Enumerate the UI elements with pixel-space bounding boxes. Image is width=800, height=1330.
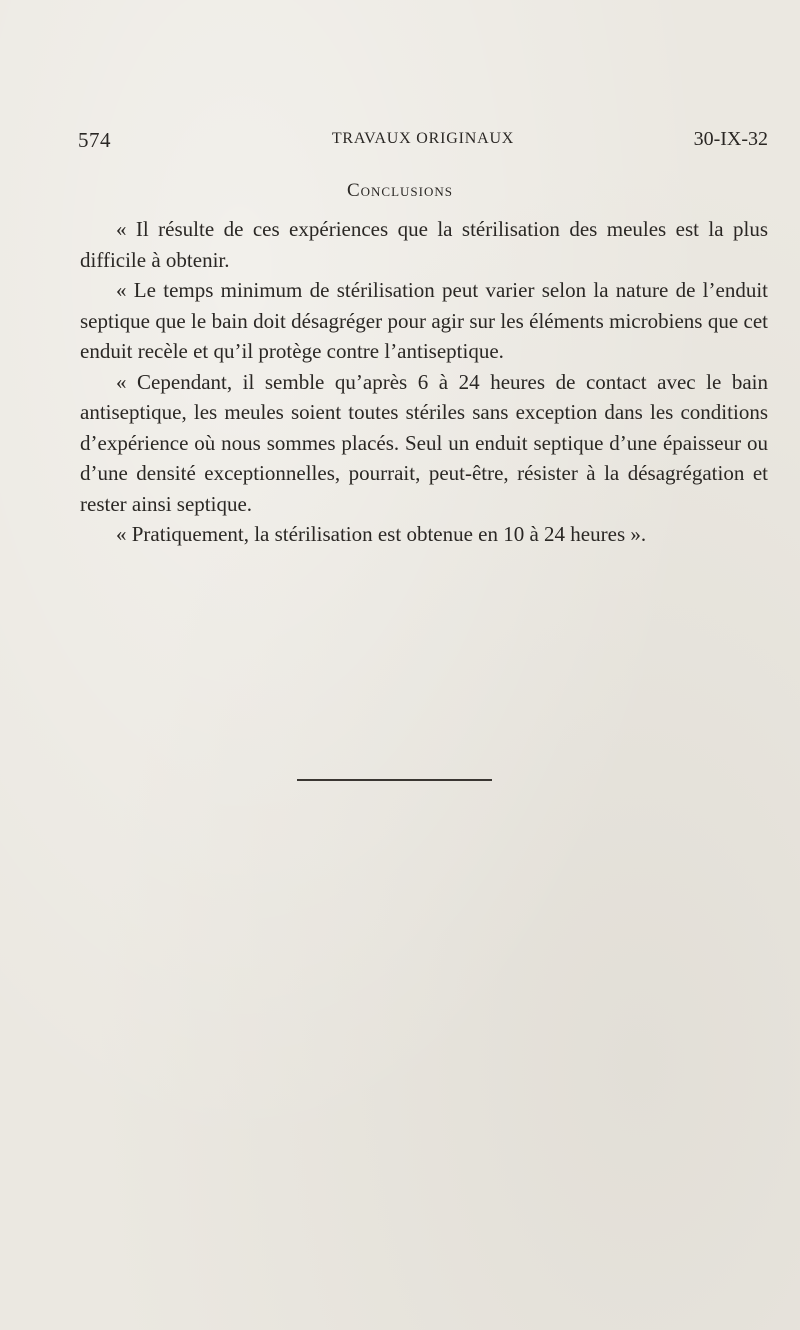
- paragraph: « Il résulte de ces expériences que la stérilisation des meules est la plus difficile à obtenir.: [80, 217, 768, 272]
- section-heading: Conclusions: [346, 180, 453, 201]
- running-date: 30-IX-32: [693, 128, 768, 150]
- paragraph: « Le temps minimum de stérilisation peut varier selon la nature de l’enduit septique que le bain doit désagréger pour agir sur les éléments microbiens que cet enduit recèle et qu’il protège contre l’antiseptique.: [80, 278, 768, 363]
- paragraph: « Cependant, il semble qu’après 6 à 24 heures de contact avec le bain antiseptique, les meules soient toutes stériles sans exception dans les conditions d’expérience où nous sommes placés. Seul un enduit septique d’une épaisseur ou d’une densité exceptionnelles, pourrait, peut-être, résister à la désagrégation et rester ainsi septique.: [80, 369, 768, 516]
- running-head: [78, 128, 768, 158]
- body-text: [80, 214, 768, 550]
- paragraph: « Pratiquement, la stérilisation est obtenue en 10 à 24 heures ».: [116, 522, 647, 546]
- section-separator-rule: [297, 779, 492, 781]
- running-title: TRAVAUX ORIGINAUX: [331, 130, 515, 147]
- page-number: 574: [78, 128, 111, 152]
